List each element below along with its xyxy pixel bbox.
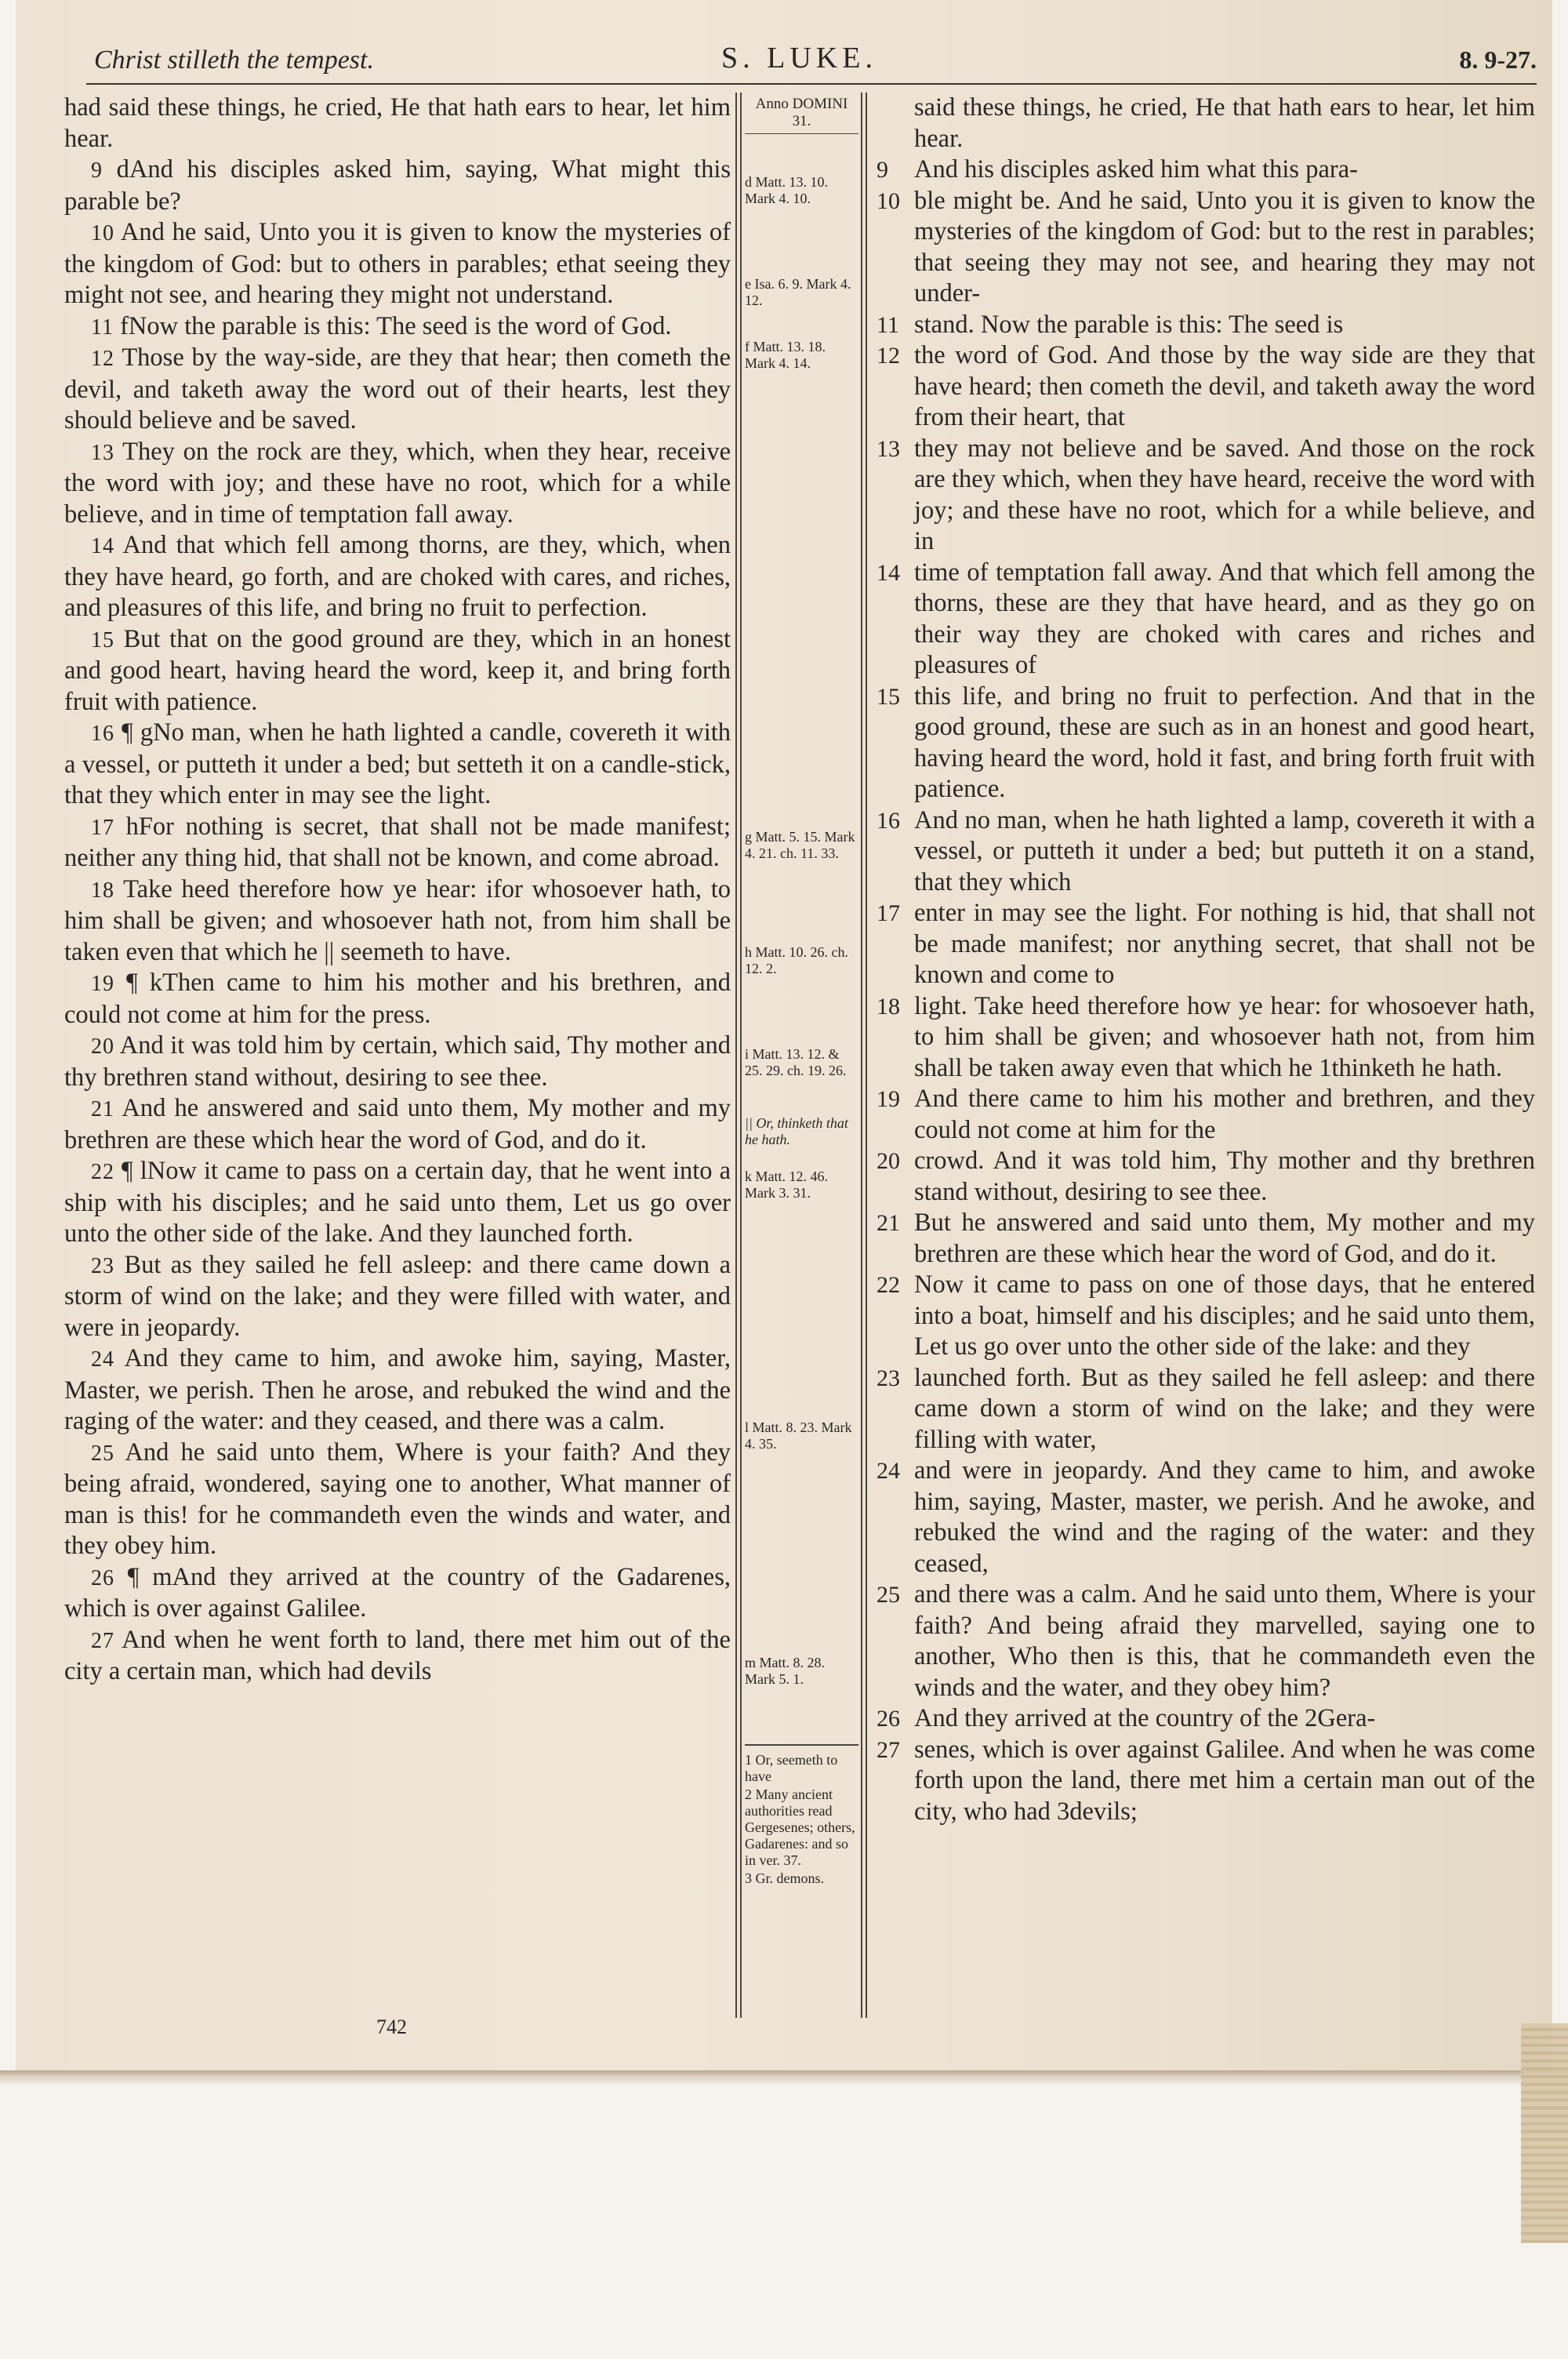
revised-version-notes	[745, 1744, 858, 1888]
footnote: 2 Many ancient authorities read Gergesenes; others, Gadarenes: and so in ver. 37.	[745, 1787, 855, 1868]
verse-text: said these things, he cried, He that hath ears to hear, let him hear.	[914, 93, 1535, 153]
column-divider	[735, 93, 737, 2018]
verse	[64, 217, 731, 311]
book-title: S. LUKE.	[721, 42, 877, 75]
verse-text: But that on the good ground are they, which in an honest and good heart, having heard the word, keep it, and bring forth fruit with patience.	[64, 624, 731, 716]
verse	[877, 340, 1535, 434]
running-title: Christ stilleth the tempest.	[94, 45, 374, 75]
cross-reference: f Matt. 13. 18. Mark 4. 14.	[745, 339, 826, 371]
verse-number: 13	[877, 435, 900, 462]
verse-text: ¶ mAnd they arrived at the country of the Gadarenes, which is over against Galilee.	[64, 1562, 731, 1623]
cross-reference: k Matt. 12. 46. Mark 3. 31.	[745, 1169, 828, 1201]
verse-number: 27	[91, 1628, 114, 1653]
cross-reference: i Matt. 13. 12. & 25. 29. ch. 19. 26.	[745, 1046, 847, 1078]
verse	[64, 874, 731, 969]
margin-references	[745, 96, 858, 1886]
verse	[64, 530, 731, 624]
verse-number: 13	[91, 440, 114, 465]
verse-number: 16	[91, 722, 114, 746]
verse-number: 14	[877, 559, 900, 586]
cross-reference: g Matt. 5. 15. Mark 4. 21. ch. 11. 33.	[745, 829, 855, 861]
verse-text: ble might be. And he said, Unto you it is given to know the mysteries of the kingdom of God: but to the rest in parables; that seeing they may not see, and hearing they may not under-	[914, 186, 1535, 307]
verse-number: 26	[91, 1565, 114, 1590]
footnote: 3 Gr. demons.	[745, 1870, 824, 1886]
page-header	[78, 41, 1537, 80]
verse	[64, 343, 731, 437]
verse-text: And they arrived at the country of the 2Gera-	[914, 1704, 1376, 1732]
marginal-note: || Or, thinketh that he hath.	[745, 1115, 848, 1147]
verse-text: And he said unto them, Where is your faith? And they being afraid, wondered, saying one to another, What manner of man is this! for he commandeth even the winds and water, and they obey him.	[64, 1438, 731, 1560]
verse	[64, 1093, 731, 1156]
verse-text: dAnd his disciples asked him, saying, What might this parable be?	[64, 155, 731, 216]
verse	[877, 1735, 1535, 1828]
verse-number: 15	[877, 683, 900, 710]
verse-text: But as they sailed he fell asleep: and there came down a storm of wind on the lake; and they were filled with water, and were in jeopardy.	[64, 1250, 731, 1342]
verse	[64, 812, 731, 874]
verse-text: And there came to him his mother and brethren, and they could not come at him for the	[914, 1085, 1535, 1144]
column-divider	[866, 93, 867, 2018]
verse-number: 21	[877, 1210, 900, 1236]
verse-text: And when he went forth to land, there met him out of the city a certain man, which had devils	[64, 1625, 731, 1685]
verse-number: 25	[877, 1582, 900, 1608]
verse	[877, 1363, 1535, 1456]
verse	[877, 154, 1535, 186]
verse	[64, 1438, 731, 1562]
verse-number: 20	[91, 1034, 114, 1059]
verse	[877, 93, 1535, 154]
verse-text: And his disciples asked him what this para-	[914, 155, 1358, 184]
verse-number: 9	[877, 157, 888, 183]
verse	[877, 898, 1535, 991]
verse	[64, 1156, 731, 1250]
verse-text: crowd. And it was told him, Thy mother and thy brethren stand without, desiring to see thee.	[914, 1147, 1535, 1206]
verse-number: 10	[91, 221, 114, 245]
verse-text: And no man, when he hath lighted a lamp, covereth it with a vessel, or putteth it under a bed; but putteth it on a stand, that they which	[914, 805, 1535, 896]
verse-text: this life, and bring no fruit to perfection. And that in the good ground, these are such as in an honest and good heart, having heard the word, hold it fast, and bring forth fruit with patience.	[914, 682, 1535, 803]
verse	[64, 624, 731, 718]
verse-text: ¶ lNow it came to pass on a certain day, that he went into a ship with his disciples; and he said unto them, Let us go over unto the other side of the lake. And they launched forth.	[64, 1157, 731, 1248]
verse-number: 24	[91, 1347, 114, 1372]
verse-number: 19	[877, 1086, 900, 1112]
header-rule	[86, 83, 1537, 85]
verse-text: light. Take heed therefore how ye hear: for whosoever hath, to him shall be given; and whosoever hath not, from him shall be taken away even that which he 1thinketh he hath.	[914, 991, 1535, 1082]
verse-text: But he answered and said unto them, My mother and my brethren are these which hear the word of God, and do it.	[914, 1209, 1535, 1268]
cross-reference: h Matt. 10. 26. ch. 12. 2.	[745, 944, 848, 976]
verse	[877, 991, 1535, 1085]
anno-domini-label: Anno DOMINI	[755, 96, 848, 112]
verse	[64, 1343, 731, 1438]
verse-text: the word of God. And those by the way side are they that have heard; then cometh the devil, and taketh away the word from their heart, that	[914, 341, 1535, 431]
verse-number: 25	[91, 1441, 114, 1466]
verse-number: 22	[877, 1272, 900, 1298]
verse-number: 14	[91, 534, 114, 558]
verse-text: had said these things, he cried, He that hath ears to hear, let him hear.	[64, 93, 731, 153]
anno-domini-year: 31.	[792, 113, 811, 129]
verse	[877, 186, 1535, 310]
verse	[877, 1703, 1535, 1735]
verse-text: enter in may see the light. For nothing is hid, that shall not be made manifest; nor anything secret, that shall not be known and come to	[914, 899, 1535, 989]
verse-number: 27	[877, 1736, 900, 1763]
cross-reference: m Matt. 8. 28. Mark 5. 1.	[745, 1655, 825, 1687]
verse	[64, 93, 731, 154]
verse-number: 11	[91, 314, 114, 340]
verse	[64, 1562, 731, 1625]
verse	[877, 1146, 1535, 1208]
footnote: 1 Or, seemeth to have	[745, 1752, 838, 1784]
verse-number: 15	[91, 627, 114, 652]
chapter-verses: 8. 9-27.	[1459, 45, 1537, 74]
verse-number: 21	[91, 1097, 114, 1121]
verse-number: 12	[91, 347, 114, 371]
authorized-version-column	[64, 93, 731, 1688]
column-divider	[740, 93, 742, 2018]
verse	[64, 154, 731, 217]
verse-text: time of temptation fall away. And that which fell among the thorns, these are they that have heard, and as they go on their way they are choked with cares and riches and pleasures of	[914, 558, 1535, 679]
cross-reference: e Isa. 6. 9. Mark 4. 12.	[745, 276, 851, 308]
verse-number	[877, 93, 914, 154]
verse	[877, 1270, 1535, 1363]
verse-number: 16	[877, 807, 900, 834]
column-divider	[861, 93, 862, 2018]
verse-number: 17	[91, 815, 114, 840]
verse	[64, 1250, 731, 1344]
verse	[877, 1579, 1535, 1703]
verse-text: fNow the parable is this: The seed is the word of God.	[120, 311, 672, 340]
verse	[877, 1084, 1535, 1146]
verse-text: And they came to him, and awoke him, saying, Master, Master, we perish. Then he arose, and rebuked the wind and the raging of the water: and they ceased, and there was a calm.	[64, 1344, 731, 1435]
verse-number: 12	[877, 343, 900, 369]
verse-text: launched forth. But as they sailed he fell asleep: and there came down a storm of wind on the lake; and they were filling with water,	[914, 1363, 1535, 1454]
verse-text: and there was a calm. And he said unto them, Where is your faith? And being afraid they marvelled, saying one to another, Who then is this, that he commandeth even the winds and the water, and they obey him?	[914, 1580, 1535, 1702]
cross-reference: d Matt. 13. 10. Mark 4. 10.	[745, 174, 828, 206]
verse	[64, 718, 731, 812]
verse-number: 26	[877, 1706, 900, 1732]
revised-version-column	[877, 93, 1535, 1827]
verse-text: And he said, Unto you it is given to know the mysteries of the kingdom of God: but to others in parables; ethat seeing they might not see, and hearing they might not understand.	[64, 218, 731, 309]
verse-number: 11	[877, 311, 899, 338]
verse	[877, 434, 1535, 558]
verse	[64, 437, 731, 531]
verse-text: and were in jeopardy. And they came to him, and awoke him, saying, Master, master, we perish. And he awoke, and rebuked the wind and the raging of the water: and they ceased,	[914, 1456, 1535, 1578]
verse	[64, 311, 731, 343]
verse-number: 24	[877, 1458, 900, 1484]
verse-number: 18	[91, 878, 114, 903]
cross-reference: l Matt. 8. 23. Mark 4. 35.	[745, 1419, 852, 1452]
verse-number: 10	[877, 187, 900, 214]
verse-text: ¶ gNo man, when he hath lighted a candle, covereth it with a vessel, or putteth it under a bed; but setteth it on a candle-stick, that they which enter in may see the light.	[64, 718, 731, 809]
verse-text: they may not believe and be saved. And those on the rock are they which, when they have heard, receive the word with joy; and these have no root, which for a while believe, and in	[914, 434, 1535, 555]
page-number: 742	[376, 2016, 407, 2038]
verse-text: Now it came to pass on one of those days, that he entered into a boat, himself and his disciples; and he said unto them, Let us go over unto the other side of the lake: and they	[914, 1270, 1535, 1361]
verse	[877, 1208, 1535, 1270]
verse-text: ¶ kThen came to him his mother and his brethren, and could not come at him for the press.	[64, 969, 731, 1029]
verse	[877, 682, 1535, 805]
verse-text: Take heed therefore how ye hear: ifor whosoever hath, to him shall be given; and whosoever hath not, from him shall be taken even that which he || seemeth to have.	[64, 874, 731, 966]
verse-number: 19	[91, 972, 114, 996]
verse-number: 23	[877, 1365, 900, 1391]
verse-number: 17	[877, 900, 900, 926]
verse-number: 9	[91, 158, 103, 183]
verse-text: senes, which is over against Galilee. And when he was come forth upon the land, there met him a certain man out of the city, who had 3devils;	[914, 1735, 1535, 1826]
verse-text: They on the rock are they, which, when they hear, receive the word with joy; and these have no root, which for a while believe, and in time of temptation fall away.	[64, 437, 731, 529]
verse	[64, 968, 731, 1030]
verse-text: hFor nothing is secret, that shall not be made manifest; neither any thing hid, that shall not be known, and come abroad.	[64, 812, 731, 872]
verse-number: 20	[877, 1148, 900, 1174]
anno-domini	[745, 96, 858, 134]
binding-tag	[1521, 2023, 1568, 2243]
verse-text: And that which fell among thorns, are they, which, when they have heard, go forth, and are choked with cares, and riches, and pleasures of this life, and bring no fruit to perfection.	[64, 531, 731, 622]
verse-text: And he answered and said unto them, My mother and my brethren are these which hear the word of God, and do it.	[64, 1094, 731, 1154]
verse	[877, 558, 1535, 682]
verse	[877, 310, 1535, 341]
verse	[64, 1030, 731, 1093]
verse-number: 18	[877, 993, 900, 1020]
verse	[877, 1456, 1535, 1579]
page-edge	[0, 2070, 1568, 2085]
verse	[64, 1625, 731, 1688]
verse-number: 23	[91, 1253, 114, 1278]
verse	[877, 805, 1535, 899]
verse-text: stand. Now the parable is this: The seed is	[914, 310, 1344, 339]
verse-text: And it was told him by certain, which said, Thy mother and thy brethren stand without, desiring to see thee.	[64, 1031, 731, 1092]
verse-text: Those by the way-side, are they that hear; then cometh the devil, and taketh away the word out of their hearts, lest they should believe and be saved.	[64, 343, 731, 434]
verse-number: 22	[91, 1160, 114, 1184]
